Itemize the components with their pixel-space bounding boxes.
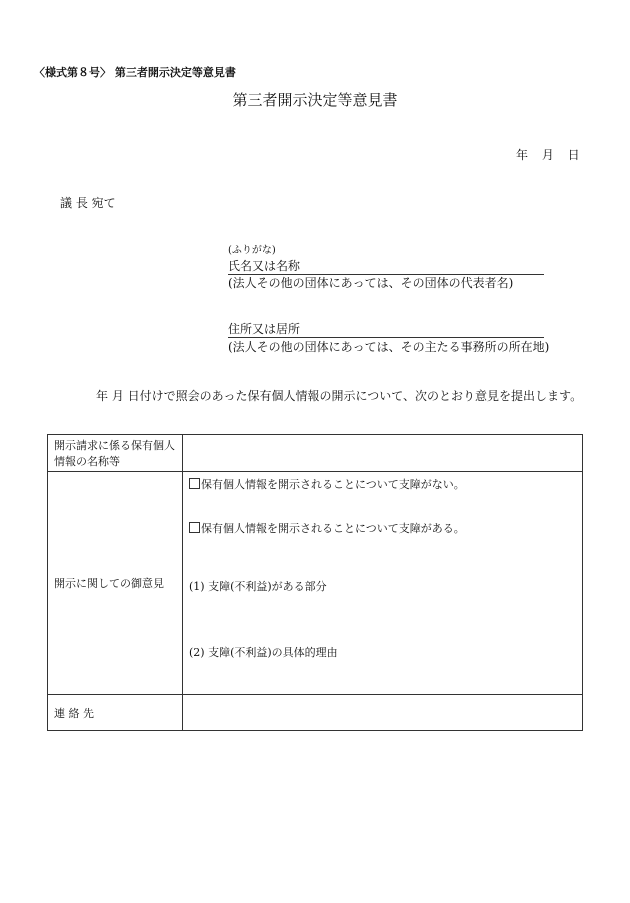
table-row: [48, 695, 583, 731]
issue-part-label: (1) 支障(不利益)がある部分: [189, 580, 327, 593]
furigana-label: (ふりがな): [228, 245, 276, 256]
name-note: (法人その他の団体にあっては、その団体の代表者名): [228, 276, 514, 290]
contact-label: 連 絡 先: [48, 695, 183, 731]
checkbox-icon[interactable]: [189, 522, 200, 533]
table-row: [48, 435, 583, 472]
opinion-label: 開示に関しての御意見: [48, 472, 183, 695]
table-row: [48, 472, 583, 695]
opinion-cell: [183, 472, 583, 695]
option-issue-label: 保有個人情報を開示されることについて支障がある。: [201, 522, 465, 535]
issue-reason-label: (2) 支障(不利益)の具体的理由: [189, 646, 338, 659]
opinion-table: [47, 434, 583, 731]
date-field[interactable]: 年 月 日: [516, 148, 580, 162]
option-no-issue-label: 保有個人情報を開示されることについて支障がない。: [201, 478, 465, 491]
info-name-label: 開示請求に係る保有個人情報の名称等: [48, 435, 183, 472]
info-name-field[interactable]: [183, 435, 583, 472]
checkbox-icon[interactable]: [189, 478, 200, 489]
option-issue[interactable]: [189, 520, 576, 536]
name-field[interactable]: 氏名又は名称: [228, 257, 544, 275]
form-number: 〈様式第８号〉 第三者開示決定等意見書: [34, 66, 236, 79]
addressee: 議 長 宛て: [60, 196, 116, 210]
address-note: (法人その他の団体にあっては、その主たる事務所の所在地): [228, 340, 550, 354]
address-field[interactable]: 住所又は居所: [228, 320, 544, 338]
option-no-issue[interactable]: [189, 476, 576, 492]
statement: 年 月 日付けで照会のあった保有個人情報の開示について、次のとおり意見を提出します。: [96, 389, 583, 403]
contact-field[interactable]: [183, 695, 583, 731]
page-title: 第三者開示決定等意見書: [232, 91, 398, 109]
